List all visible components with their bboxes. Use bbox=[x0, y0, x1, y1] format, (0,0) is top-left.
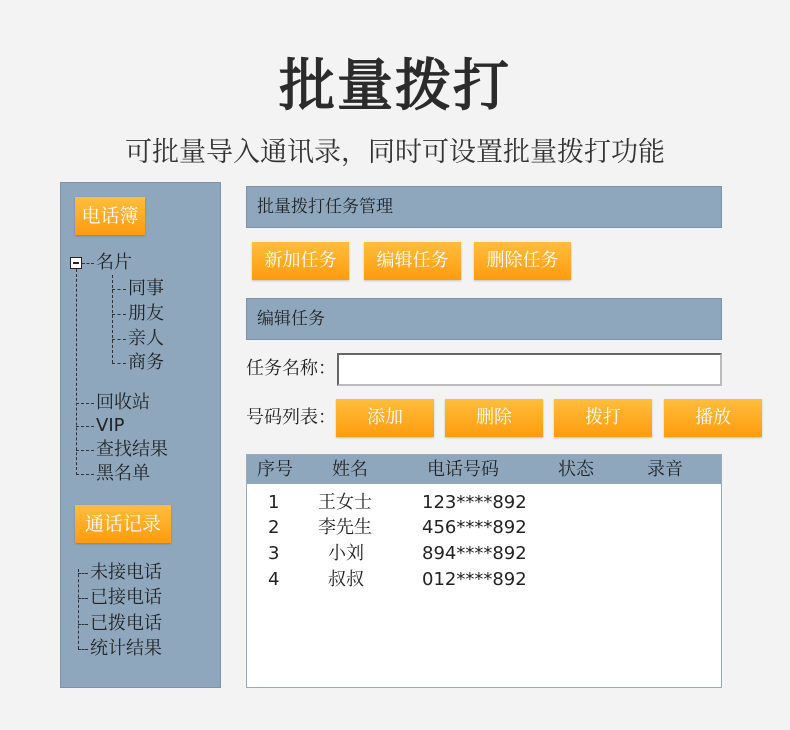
column-header-index[interactable]: 序号 bbox=[257, 459, 293, 480]
tree-connector bbox=[76, 474, 94, 475]
call-log-dialed[interactable]: 已拨电话 bbox=[90, 613, 162, 634]
tree-item-family[interactable]: 亲人 bbox=[128, 328, 164, 349]
phonebook-header[interactable]: 电话簿 bbox=[75, 197, 145, 235]
collapse-minus-icon[interactable] bbox=[70, 257, 82, 269]
tree-trunk-line bbox=[78, 569, 79, 649]
play-button[interactable]: 播放 bbox=[664, 399, 762, 437]
new-task-button[interactable]: 新加任务 bbox=[252, 242, 349, 280]
tree-item-business[interactable]: 商务 bbox=[128, 352, 164, 373]
cell-index: 3 bbox=[268, 543, 280, 564]
tree-connector bbox=[76, 426, 94, 427]
tree-item-vip[interactable]: VIP bbox=[96, 415, 125, 436]
cell-phone: 123****892 bbox=[422, 492, 527, 513]
tree-connector bbox=[112, 363, 126, 364]
cell-phone: 012****892 bbox=[422, 569, 527, 590]
cell-phone: 456****892 bbox=[422, 517, 527, 538]
column-header-status[interactable]: 状态 bbox=[558, 459, 594, 480]
table-header bbox=[247, 455, 721, 484]
task-manage-header: 批量拨打任务管理 bbox=[246, 186, 722, 228]
dial-button[interactable]: 拨打 bbox=[554, 399, 652, 437]
call-log-missed[interactable]: 未接电话 bbox=[90, 562, 162, 583]
tree-connector bbox=[78, 598, 88, 599]
delete-task-button[interactable]: 删除任务 bbox=[474, 242, 571, 280]
tree-item-friend[interactable]: 朋友 bbox=[128, 303, 164, 324]
tree-connector bbox=[112, 289, 126, 290]
column-header-name[interactable]: 姓名 bbox=[332, 459, 368, 480]
call-log-received[interactable]: 已接电话 bbox=[90, 587, 162, 608]
tree-connector bbox=[78, 573, 88, 574]
edit-task-header: 编辑任务 bbox=[246, 298, 722, 340]
tree-connector bbox=[112, 314, 126, 315]
cell-name: 叔叔 bbox=[328, 569, 364, 590]
tree-connector bbox=[76, 403, 94, 404]
tree-item-cards[interactable]: 名片 bbox=[96, 252, 132, 273]
cell-index: 1 bbox=[268, 492, 280, 513]
sidebar bbox=[60, 182, 221, 688]
column-header-phone[interactable]: 电话号码 bbox=[427, 459, 499, 480]
tree-item-colleague[interactable]: 同事 bbox=[128, 278, 164, 299]
tree-item-blacklist[interactable]: 黑名单 bbox=[96, 463, 150, 484]
cell-phone: 894****892 bbox=[422, 543, 527, 564]
column-header-recording[interactable]: 录音 bbox=[647, 459, 683, 480]
tree-connector bbox=[82, 263, 94, 264]
task-name-input[interactable] bbox=[337, 353, 722, 386]
number-list-label: 号码列表： bbox=[246, 407, 336, 428]
page-subheadline: 可批量导入通讯录，同时可设置批量拨打功能 bbox=[125, 137, 665, 168]
page-headline: 批量拨打 bbox=[279, 54, 511, 119]
tree-connector bbox=[112, 339, 126, 340]
task-name-label: 任务名称： bbox=[246, 358, 336, 379]
cell-name: 王女士 bbox=[318, 492, 372, 513]
tree-item-recycle-bin[interactable]: 回收站 bbox=[96, 392, 150, 413]
call-log-statistics[interactable]: 统计结果 bbox=[90, 638, 162, 659]
cell-name: 李先生 bbox=[318, 517, 372, 538]
tree-connector bbox=[78, 624, 88, 625]
number-table bbox=[246, 454, 722, 688]
add-number-button[interactable]: 添加 bbox=[336, 399, 434, 437]
tree-item-search-results[interactable]: 查找结果 bbox=[96, 439, 168, 460]
cell-index: 4 bbox=[268, 569, 280, 590]
tree-connector bbox=[76, 450, 94, 451]
tree-connector bbox=[78, 649, 88, 650]
cell-name: 小刘 bbox=[328, 543, 364, 564]
cell-index: 2 bbox=[268, 517, 280, 538]
remove-number-button[interactable]: 删除 bbox=[445, 399, 543, 437]
tree-trunk-line bbox=[76, 269, 77, 475]
edit-task-button[interactable]: 编辑任务 bbox=[364, 242, 461, 280]
call-log-header[interactable]: 通话记录 bbox=[75, 505, 171, 543]
